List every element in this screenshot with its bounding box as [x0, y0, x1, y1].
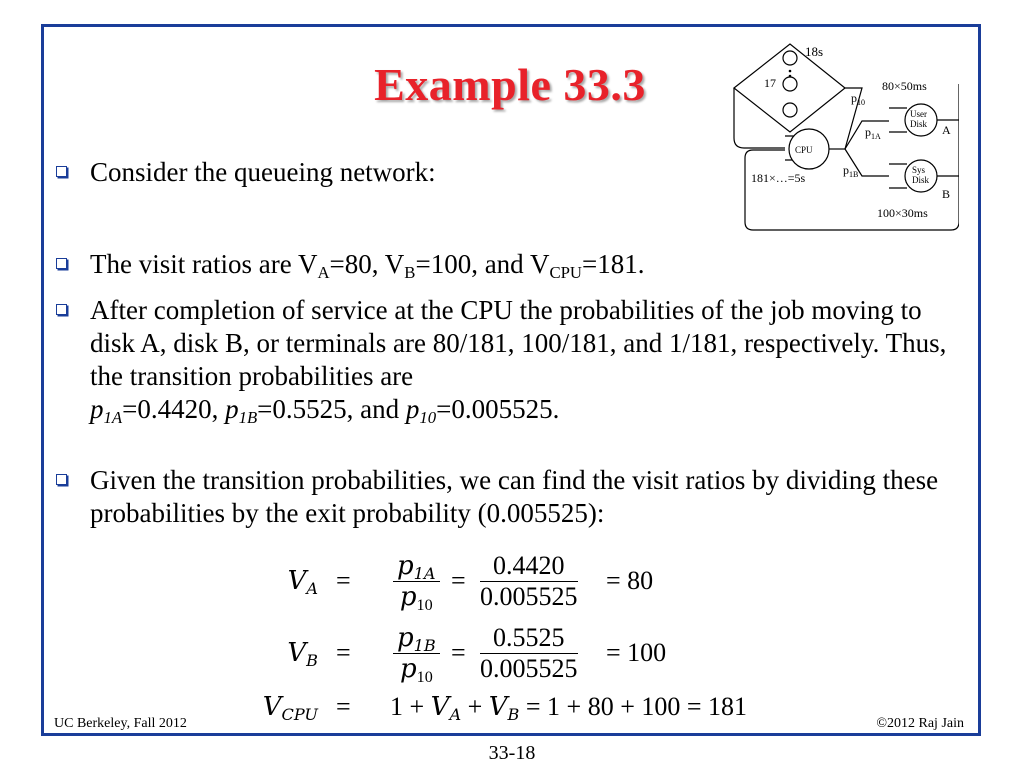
bullet-2-text: The visit ratios are $V_A=80$, $V_B=100$, and $V_{CPU}=181$. — [90, 249, 645, 283]
disk-b-name: B — [942, 187, 951, 201]
terminal-middle-circle — [783, 77, 797, 91]
cpu-service-label: 181×…=5s — [751, 171, 806, 185]
equals-sign: = — [451, 638, 466, 667]
fraction-p1a-over-p10: $\frac{p_{1A}}{p_{10}}$ — [393, 552, 440, 611]
bullet-2 — [56, 248, 968, 281]
p1a-label: $p_{1A}$ — [865, 125, 881, 141]
bullet-4-text: Given the transition probabilities, we can find the visit ratios by dividing these probabilities by the exit probability (0.005525): — [90, 465, 939, 528]
queueing-network-diagram — [727, 36, 959, 232]
equation-va-result: = 80 — [606, 566, 654, 595]
equation-vb-lhs: $V_B$ — [287, 638, 318, 670]
bullet-marker-icon — [56, 304, 67, 315]
disk-a-label-line1: User — [910, 109, 927, 119]
bullet-marker-icon — [56, 166, 67, 177]
p10-label: $p_{10}$ — [851, 91, 865, 107]
terminals-count-label: 17 — [764, 76, 776, 90]
equation-va-lhs: $V_A$ — [287, 566, 318, 598]
equation-vcpu — [238, 692, 748, 746]
bullet-3 — [56, 294, 968, 426]
slide-title: Example 33.3 — [374, 59, 646, 110]
equals-sign: = — [336, 566, 351, 595]
bullet-marker-icon — [56, 474, 67, 485]
bullet-1 — [56, 156, 968, 189]
bullet-4 — [56, 464, 968, 530]
p1b-label: $p_{1B}$ — [843, 163, 859, 179]
equation-vcpu-lhs: $V_{CPU}$ — [262, 692, 318, 724]
equation-vb-result: = 100 — [606, 638, 667, 667]
bullet-1-text: Consider the queueing network: — [90, 157, 436, 187]
disk-a-label-line2: Disk — [910, 119, 928, 129]
footer-institution: UC Berkeley, Fall 2012 — [54, 716, 187, 731]
equals-sign: = — [336, 638, 351, 667]
fraction-values-vb: $\frac{0.5525}{0.005525}$ — [480, 623, 578, 683]
equation-va — [238, 551, 738, 614]
disk-a-name: A — [942, 123, 951, 137]
terminal-to-cpu-path — [734, 88, 785, 148]
equals-sign: = — [336, 692, 351, 721]
disk-b-label-line2: Disk — [912, 175, 930, 185]
bullet-marker-icon — [56, 258, 67, 269]
disk-a-service-label: 80×50ms — [882, 79, 927, 93]
equation-vcpu-rhs: $1 + V_A + V_B = 1 + 80 + 100 = 181$ — [390, 692, 748, 724]
equation-vb — [238, 623, 738, 686]
equations-block — [238, 544, 748, 724]
terminal-top-circle — [783, 51, 797, 65]
fraction-p1b-over-p10: $\frac{p_{1B}}{p_{10}}$ — [393, 624, 440, 683]
think-time-label: 18s — [805, 44, 824, 59]
fraction-values-va: $\frac{0.4420}{0.005525}$ — [480, 551, 578, 611]
disk-b-service-label: 100×30ms — [877, 206, 928, 220]
disk-b-label-line1: Sys — [912, 165, 926, 175]
footer-copyright: ©2012 Raj Jain — [876, 716, 964, 731]
terminal-bottom-circle — [783, 103, 797, 117]
equals-sign: = — [451, 566, 466, 595]
cpu-label: CPU — [795, 145, 813, 155]
page-number: 33-18 — [488, 742, 536, 764]
bullet-3-text: After completion of service at the CPU the probabilities of the job moving to disk A, disk B, or terminals are 80/181, 100/181, and 1/181, respectively. Thus, the transition probabilities are $p_{1A}=0.4420$, $p_{1B}=0.5525$, and $p_{10}=0.005525$. — [90, 295, 947, 428]
